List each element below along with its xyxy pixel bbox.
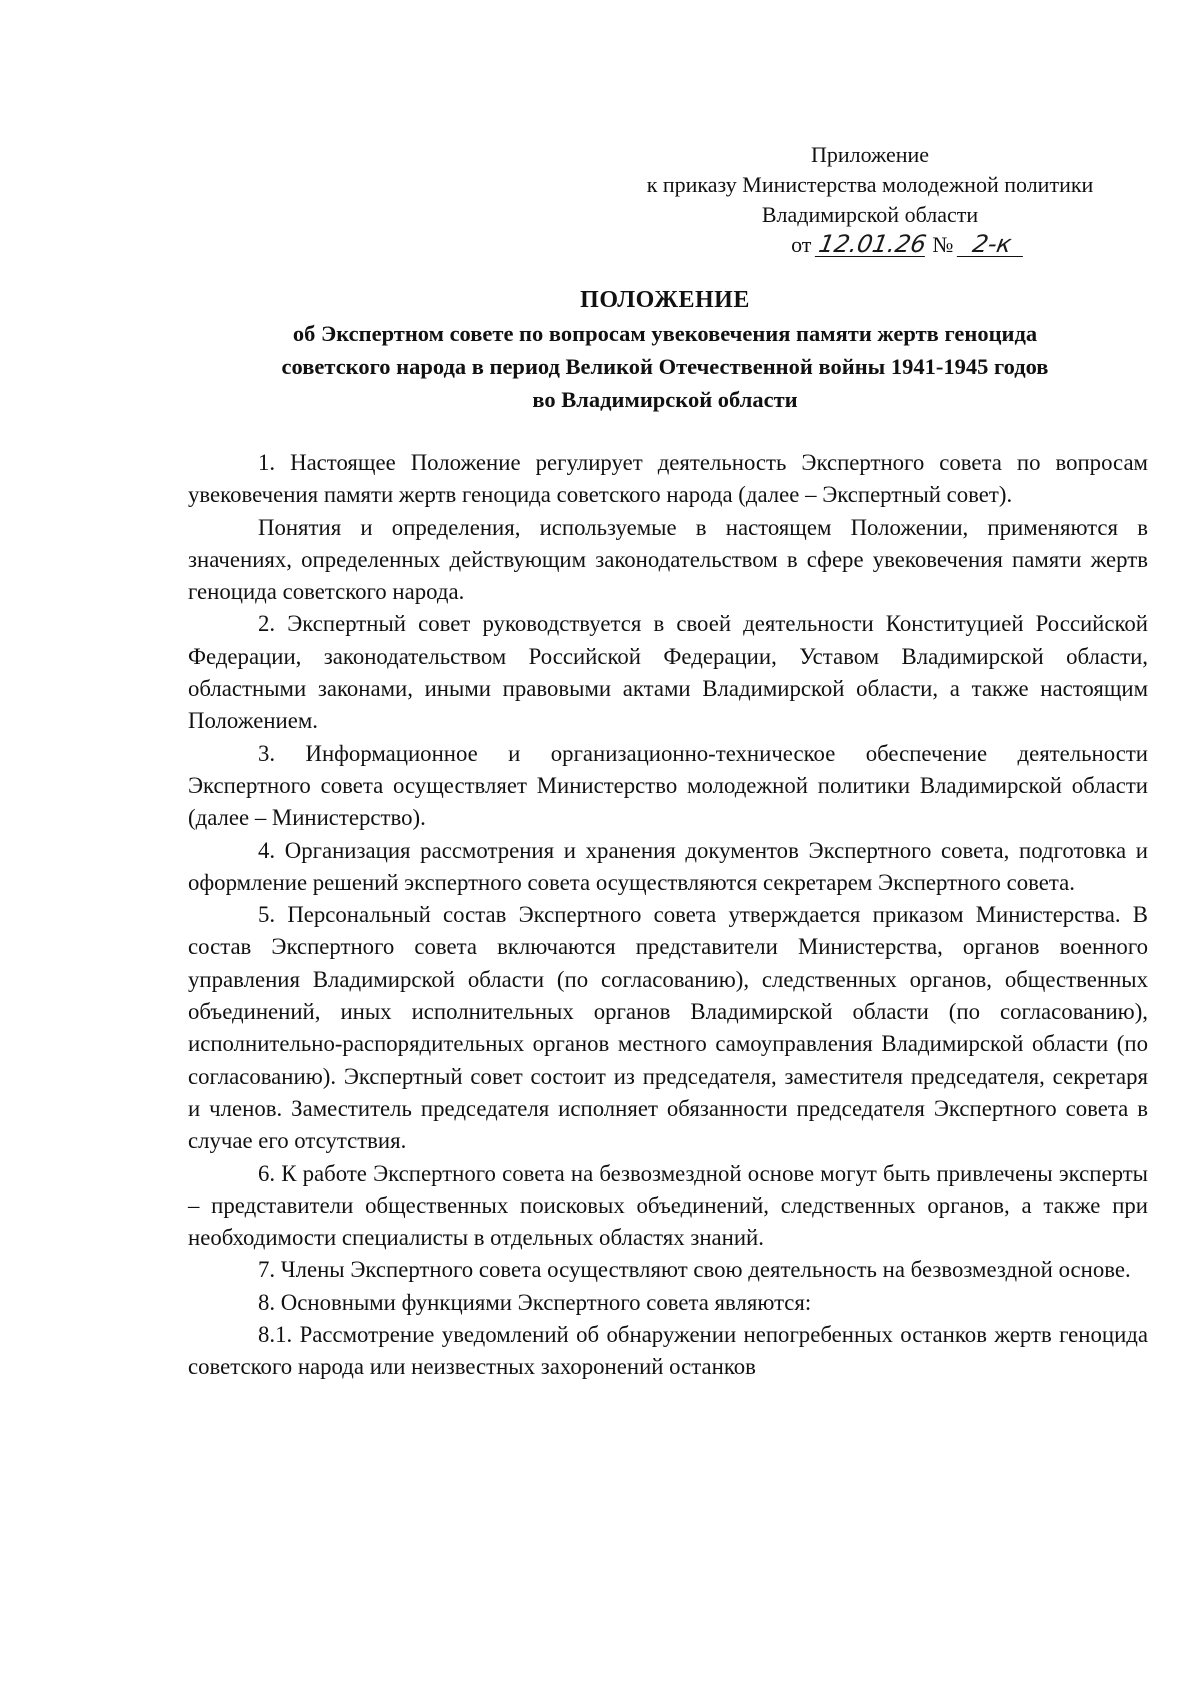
date-prefix: от <box>791 232 812 257</box>
paragraph-5: 5. Персональный состав Экспертного совета утверждается приказом Министерства. В состав Экспертного совета включаются представители Министерства, органов военного управления Владимирской области (по согласованию), следственных органов, общественных объединений, иных исполнительных органов Владимирской области (по согласованию), исполнительно-распорядительных органов местного самоуправления Владимирской области (по согласованию). Экспертный совет состоит из председателя, заместителя председателя, секретаря и членов. Заместитель председателя исполняет обязанности председателя Экспертного совета в случае его отсутствия. <box>188 902 1148 1154</box>
document-subtitle-line-1: об Экспертном совете по вопросам увековечения памяти жертв геноцида <box>292 321 1038 346</box>
appendix-region: Владимирской области <box>761 202 979 227</box>
appendix-order-ref: к приказу Министерства молодежной политики <box>646 172 1094 197</box>
paragraph-4: 4. Организация рассмотрения и хранения документов Экспертного совета, подготовка и оформление решений экспертного совета осуществляются секретарем Экспертного совета. <box>188 837 1148 895</box>
paragraph-3: 3. Информационное и организационно-техническое обеспечение деятельности Экспертного совета осуществляет Министерство молодежной политики Владимирской области (далее – Министерство). <box>188 740 1148 831</box>
document-title: ПОЛОЖЕНИЕ <box>580 287 750 313</box>
paragraph-8-1: 8.1. Рассмотрение уведомлений об обнаружении непогребенных останков жертв геноцида советского народа или неизвестных захоронений останков <box>188 1322 1148 1380</box>
number-prefix: № <box>932 232 954 257</box>
paragraph-1: 1. Настоящее Положение регулирует деятельность Экспертного совета по вопросам увековечения памяти жертв геноцида советского народа (далее – Экспертный совет). <box>188 450 1148 508</box>
appendix-date-line <box>638 230 1178 260</box>
document-title-block <box>185 283 1145 416</box>
paragraph-1-definitions: Понятия и определения, используемые в настоящем Положении, применяются в значениях, определенных действующим законодательством в сфере увековечения памяти жертв геноцида советского народа. <box>188 514 1148 605</box>
document-subtitle-line-3: во Владимирской области <box>532 387 798 412</box>
appendix-title: Приложение <box>810 142 930 167</box>
paragraph-8: 8. Основными функциями Экспертного совета являются: <box>258 1289 812 1315</box>
paragraph-6: 6. К работе Экспертного совета на безвозмездной основе могут быть привлечены эксперты – представители общественных поисковых объединений, следственных органов, а также при необходимости специалисты в отдельных областях знаний. <box>188 1160 1148 1251</box>
handwritten-date: 12.01.26 <box>816 230 929 258</box>
handwritten-number: 2-к <box>957 232 1027 257</box>
document-body <box>188 447 1148 1384</box>
document-subtitle-line-2: советского народа в период Великой Отечественной войны 1941-1945 годов <box>281 354 1049 379</box>
paragraph-7: 7. Члены Экспертного совета осуществляют свою деятельность на безвозмездной основе. <box>258 1257 1131 1283</box>
paragraph-2: 2. Экспертный совет руководствуется в своей деятельности Конституцией Российской Федерации, законодательством Российской Федерации, Уставом Владимирской области, областными законами, иными правовыми актами Владимирской области, а также настоящим Положением. <box>188 611 1148 734</box>
appendix-block <box>600 140 1140 260</box>
